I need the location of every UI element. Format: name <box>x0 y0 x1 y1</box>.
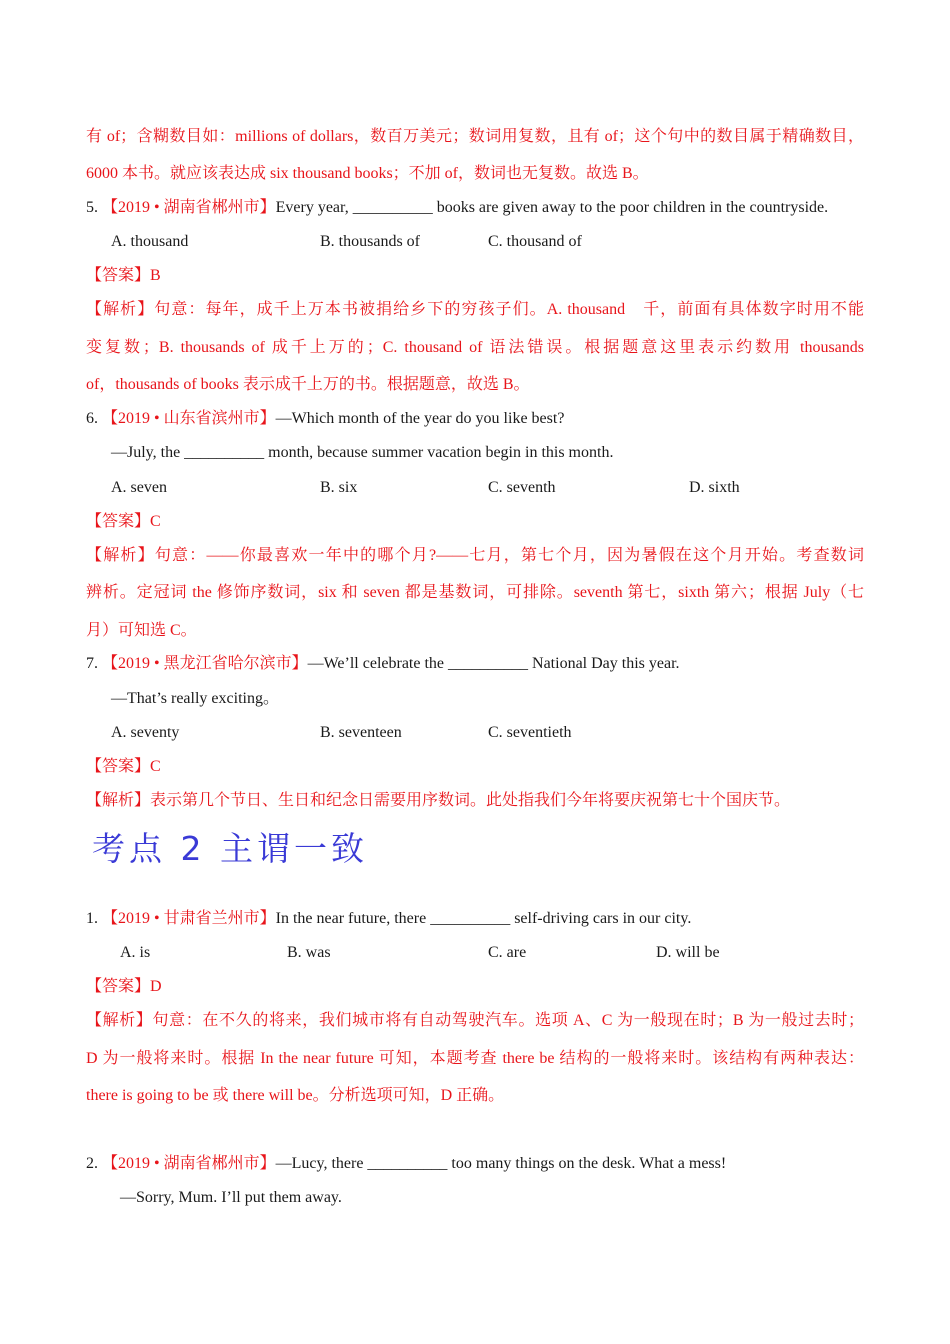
analysis-line: there is going to be 或 there will be。分析选项可知，D 正确。 <box>86 1087 505 1104</box>
analysis-line: 【解析】句意：在不久的将来，我们城市将有自动驾驶汽车。选项 A、C 为一般现在时；B 为一般过去时； <box>86 1012 864 1029</box>
question-number: 5. <box>86 199 98 216</box>
option-c: C. seventh <box>488 479 556 496</box>
answer-label: 【答案】D <box>86 978 162 995</box>
intro-line-1: 有 of；含糊数目如：millions of dollars，数百万美元；数词用复数，且有 of；这个句中的数目属于精确数目， <box>86 128 864 145</box>
question-5 <box>86 197 828 219</box>
analysis-line: 变复数；B. thousands of 成千上万的；C. thousand of 语法错误。根据题意这里表示约数用 thousands <box>86 339 864 356</box>
option-d: D. sixth <box>689 479 740 496</box>
option-a: A. thousand <box>111 233 189 250</box>
question-number: 2. <box>86 1155 98 1172</box>
question-number: 6. <box>86 410 98 427</box>
question-1 <box>86 908 691 930</box>
question-7 <box>86 653 680 675</box>
option-b: B. was <box>287 944 331 961</box>
analysis-line: 【解析】句意：——你最喜欢一年中的哪个月?——七月，第七个月，因为暑假在这个月开始。考查数词 <box>86 547 864 564</box>
option-a: A. seventy <box>111 724 180 741</box>
option-c: C. thousand of <box>488 233 582 250</box>
option-b: B. six <box>320 479 358 496</box>
question-stem: In the near future, there __________ self-driving cars in our city. <box>275 910 692 927</box>
question-source: 【2019 • 黑龙江省哈尔滨市】 <box>102 655 308 672</box>
answer-label: 【答案】B <box>86 267 161 284</box>
question-2 <box>86 1153 726 1175</box>
question-stem-2: —Sorry, Mum. I’ll put them away. <box>120 1189 342 1206</box>
question-stem: Every year, __________ books are given away to the poor children in the countryside. <box>275 199 829 216</box>
analysis-line: D 为一般将来时。根据 In the near future 可知，本题考查 there be 结构的一般将来时。该结构有两种表达： <box>86 1050 864 1067</box>
question-source: 【2019 • 湖南省郴州市】 <box>102 1155 276 1172</box>
analysis-line: 月）可知选 C。 <box>86 622 197 639</box>
question-source: 【2019 • 甘肃省兰州市】 <box>102 910 276 927</box>
option-b: B. seventeen <box>320 724 402 741</box>
question-stem: —Which month of the year do you like best? <box>275 410 565 427</box>
analysis-line: of，thousands of books 表示成千上万的书。根据题意，故选 B。 <box>86 376 530 393</box>
analysis-line: 【解析】句意：每年，成千上万本书被捐给乡下的穷孩子们。A. thousand 千，前面有具体数字时用不能 <box>86 301 864 318</box>
option-a: A. is <box>120 944 151 961</box>
question-stem: —We’ll celebrate the __________ National Day this year. <box>307 655 680 672</box>
question-stem-2: —That’s really exciting。 <box>111 690 279 707</box>
question-number: 1. <box>86 910 98 927</box>
question-number: 7. <box>86 655 98 672</box>
section-heading: 考点 2 主谓一致 <box>92 829 368 868</box>
answer-label: 【答案】C <box>86 758 161 775</box>
analysis-line: 辨析。定冠词 the 修饰序数词，six 和 seven 都是基数词，可排除。seventh 第七，sixth 第六；根据 July（七 <box>86 584 864 601</box>
question-source: 【2019 • 山东省滨州市】 <box>102 410 276 427</box>
option-a: A. seven <box>111 479 167 496</box>
question-source: 【2019 • 湖南省郴州市】 <box>102 199 276 216</box>
analysis-line: 【解析】表示第几个节日、生日和纪念日需要用序数词。此处指我们今年将要庆祝第七十个国庆节。 <box>86 792 791 809</box>
option-c: C. are <box>488 944 527 961</box>
question-6 <box>86 408 564 430</box>
answer-label: 【答案】C <box>86 513 161 530</box>
option-c: C. seventieth <box>488 724 572 741</box>
intro-line-2: 6000 本书。就应该表达成 six thousand books；不加 of，数词也无复数。故选 B。 <box>86 165 649 182</box>
option-b: B. thousands of <box>320 233 420 250</box>
option-d: D. will be <box>656 944 720 961</box>
question-stem-2: —July, the __________ month, because summer vacation begin in this month. <box>111 444 614 461</box>
question-stem: —Lucy, there __________ too many things on the desk. What a mess! <box>275 1155 727 1172</box>
